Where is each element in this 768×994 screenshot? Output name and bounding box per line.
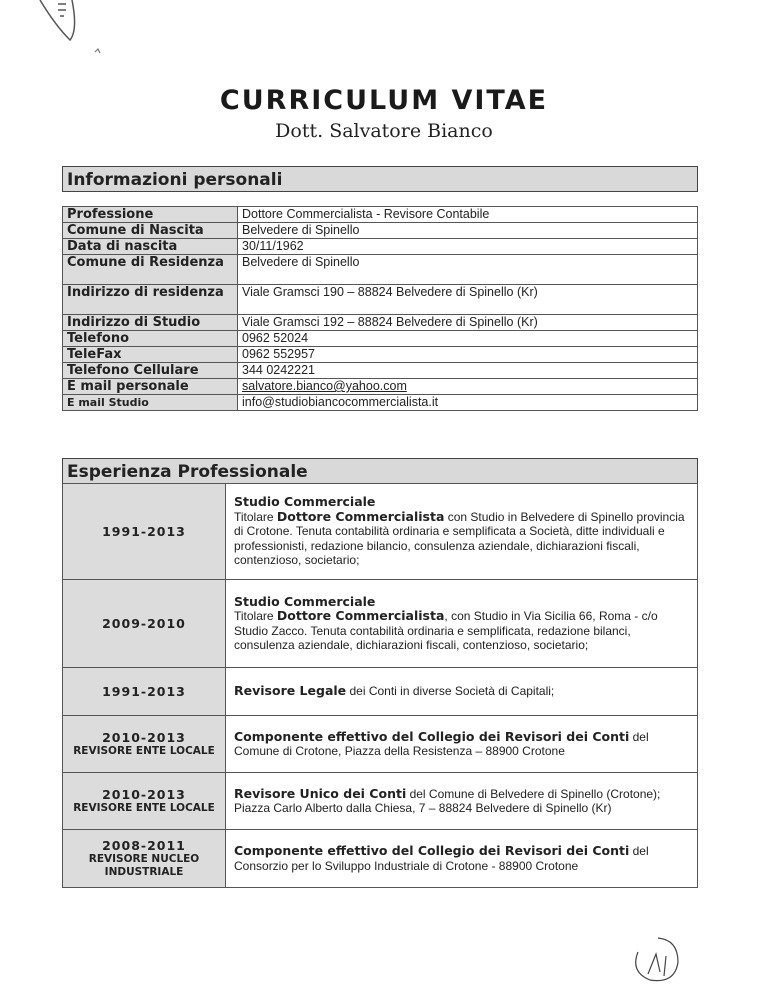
experience-text-strong: Revisore Unico dei Conti: [234, 785, 407, 801]
experience-row: [63, 716, 698, 773]
experience-description: [226, 773, 698, 830]
experience-text-strong: Componente effettivo del Collegio dei Revisori dei Conti: [234, 728, 630, 744]
experience-description: [226, 668, 698, 716]
experience-text-strong: Dottore Commercialista: [276, 608, 445, 623]
info-value: Viale Gramsci 190 – 88824 Belvedere di Spinello (Kr): [238, 285, 698, 315]
experience-description: [226, 580, 698, 668]
experience-text: [234, 844, 689, 873]
personal-info-row: [63, 255, 698, 285]
experience-text-rest: con Studio in Belvedere di Spinello provincia di Crotone. Tenuta contabilità ordinaria e semplificata a Società, ditte individuali e professionisti, redazione bilancio, consulenza aziendale, dichiarazioni fiscali, contenzioso, societario;: [234, 509, 685, 568]
info-label: E mail personale: [63, 379, 238, 395]
experience-role: REVISORE ENTE LOCALE: [73, 802, 215, 814]
experience-years: 1991-2013: [102, 524, 186, 539]
experience-text-rest: del Consorzio per lo Sviluppo Industriale di Crotone - 88900 Crotone: [234, 844, 649, 873]
experience-text: [234, 787, 689, 816]
info-value: 30/11/1962: [238, 239, 698, 255]
experience-row: [63, 773, 698, 830]
info-label: TeleFax: [63, 347, 238, 363]
info-label: Professione: [63, 207, 238, 223]
info-label: Comune di Nascita: [63, 223, 238, 239]
personal-info-row: [63, 331, 698, 347]
experience-row: [63, 580, 698, 668]
experience-period: [63, 716, 226, 773]
info-value: 0962 552957: [238, 347, 698, 363]
info-value: 0962 52024: [238, 331, 698, 347]
experience-period: [63, 830, 226, 888]
personal-info-row: [63, 315, 698, 331]
section-header-personal: Informazioni personali: [62, 166, 698, 192]
experience-table: [62, 483, 698, 888]
info-value: Belvedere di Spinello: [238, 255, 698, 285]
experience-text-rest: del Comune di Belvedere di Spinello (Crotone); Piazza Carlo Alberto dalla Chiesa, 7 – 88824 Belvedere di Spinello (Kr): [234, 786, 661, 815]
experience-period: [63, 580, 226, 668]
experience-period: [63, 668, 226, 716]
experience-period: [63, 773, 226, 830]
info-label: Telefono: [63, 331, 238, 347]
experience-text-strong: Dottore Commercialista: [276, 508, 445, 524]
experience-heading: Studio Commerciale: [234, 593, 376, 609]
section-header-experience: Esperienza Professionale: [62, 458, 698, 484]
personal-info-table: [62, 206, 698, 411]
personal-info-row: [63, 395, 698, 411]
info-label: Indirizzo di Studio: [63, 315, 238, 331]
info-label: E mail Studio: [63, 395, 238, 411]
experience-years: 2008-2011: [102, 838, 186, 853]
info-label: Data di nascita: [63, 239, 238, 255]
info-value: Belvedere di Spinello: [238, 223, 698, 239]
experience-text-rest: dei Conti in diverse Società di Capitali;: [346, 684, 555, 699]
experience-text: [234, 730, 689, 759]
personal-info-row: [63, 347, 698, 363]
experience-role: REVISORE NUCLEO INDUSTRIALE: [88, 853, 200, 878]
experience-text-pre: Titolare: [234, 609, 277, 623]
experience-row: [63, 830, 698, 888]
experience-period: [63, 484, 226, 580]
personal-info-row: [63, 379, 698, 395]
info-label: Telefono Cellulare: [63, 363, 238, 379]
info-value: info@studiobiancocommercialista.it: [238, 395, 698, 411]
experience-row: [63, 668, 698, 716]
info-value: Dottore Commercialista - Revisore Contabile: [238, 207, 698, 223]
corner-stamp-fragment: [0, 0, 110, 60]
personal-info-row: [63, 285, 698, 315]
experience-years: 1991-2013: [102, 684, 186, 699]
experience-text-strong: Componente effettivo del Collegio dei Revisori dei Conti: [234, 843, 630, 858]
experience-role: REVISORE ENTE LOCALE: [73, 745, 215, 757]
experience-row: [63, 484, 698, 580]
document-title: CURRICULUM VITAE: [219, 85, 549, 116]
experience-description: [226, 484, 698, 580]
personal-email-link[interactable]: salvatore.bianco@yahoo.com: [242, 379, 407, 393]
experience-heading: Studio Commerciale: [234, 494, 376, 510]
personal-info-row: [63, 239, 698, 255]
info-value: Viale Gramsci 192 – 88824 Belvedere di Spinello (Kr): [238, 315, 698, 331]
document-subtitle: Dott. Salvatore Bianco: [275, 120, 493, 142]
experience-description: [226, 716, 698, 773]
info-label: Indirizzo di residenza: [63, 285, 238, 315]
experience-years: 2010-2013: [102, 730, 186, 745]
info-value: 344 0242221: [238, 363, 698, 379]
handwritten-signature: [620, 932, 690, 987]
experience-years: 2010-2013: [102, 787, 186, 802]
experience-text-pre: Titolare: [234, 509, 277, 524]
info-value: [238, 379, 698, 395]
experience-years: 2009-2010: [102, 616, 186, 631]
personal-info-row: [63, 363, 698, 379]
personal-info-row: [63, 223, 698, 239]
experience-description: [226, 830, 698, 888]
experience-text-strong: Revisore Legale: [234, 683, 347, 699]
experience-text-rest: , con Studio in Via Sicilia 66, Roma - c/o Studio Zacco. Tenuta contabilità ordinaria e semplificata, redazione bilanci, consulenza aziendale, dichiarazioni fiscali, contenzioso, societario;: [234, 609, 658, 652]
experience-text: [234, 684, 689, 699]
experience-text: [234, 609, 689, 653]
experience-text: [234, 510, 689, 568]
info-label: Comune di Residenza: [63, 255, 238, 285]
experience-text-rest: del Comune di Crotone, Piazza della Resistenza – 88900 Crotone: [234, 729, 649, 758]
personal-info-row: [63, 207, 698, 223]
